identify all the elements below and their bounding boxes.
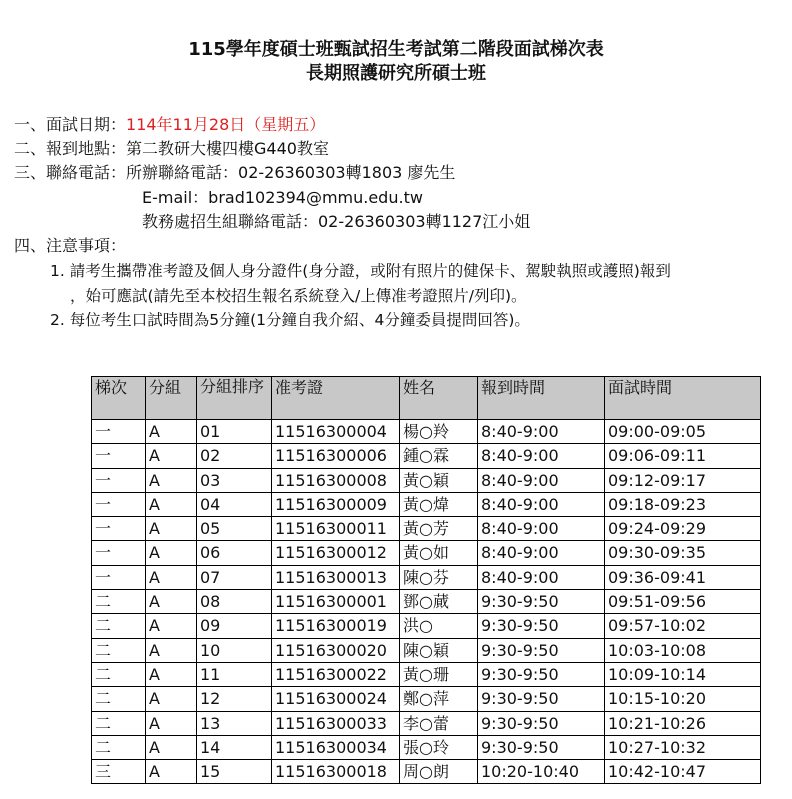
- ticket-cell: 11516300008: [272, 468, 400, 492]
- name-cell: 鄧○蕆: [400, 590, 478, 614]
- check-in-cell: 9:30-9:50: [478, 614, 605, 638]
- interview-date-value: 114年11月28日（星期五）: [126, 115, 326, 134]
- table-row: [92, 541, 761, 565]
- header-interview-time: 面試時間: [605, 377, 761, 420]
- check-in-cell: 8:40-9:00: [478, 444, 605, 468]
- group-cell: A: [146, 760, 197, 784]
- check-in-cell: 8:40-9:00: [478, 541, 605, 565]
- ticket-cell: 11516300024: [272, 687, 400, 711]
- table-row: [92, 565, 761, 589]
- order-cell: 14: [197, 735, 272, 759]
- table-row: [92, 760, 761, 784]
- session-cell: 一: [92, 541, 146, 565]
- order-cell: 04: [197, 492, 272, 516]
- header-group-order: 分組排序: [197, 377, 272, 420]
- interview-time-cell: 09:24-09:29: [605, 517, 761, 541]
- group-cell: A: [146, 517, 197, 541]
- name-cell: 張○玲: [400, 735, 478, 759]
- ticket-cell: 11516300009: [272, 492, 400, 516]
- order-cell: 13: [197, 711, 272, 735]
- interview-schedule-table: [91, 376, 761, 784]
- session-cell: 三: [92, 760, 146, 784]
- contact-email: E-mail：brad102394@mmu.edu.tw: [142, 188, 423, 207]
- check-in-location-label: 二、報到地點：: [14, 139, 127, 158]
- group-cell: A: [146, 468, 197, 492]
- note-2: 2. 每位考生口試時間為5分鐘(1分鐘自我介紹、4分鐘委員提問回答)。: [50, 311, 530, 329]
- session-cell: 一: [92, 565, 146, 589]
- session-cell: 一: [92, 444, 146, 468]
- group-cell: A: [146, 541, 197, 565]
- interview-time-cell: 10:42-10:47: [605, 760, 761, 784]
- table-row: [92, 711, 761, 735]
- order-cell: 08: [197, 590, 272, 614]
- table-row: [92, 638, 761, 662]
- order-cell: 06: [197, 541, 272, 565]
- interview-time-cell: 09:06-09:11: [605, 444, 761, 468]
- name-cell: 黃○珊: [400, 662, 478, 686]
- group-cell: A: [146, 711, 197, 735]
- group-cell: A: [146, 662, 197, 686]
- group-cell: A: [146, 735, 197, 759]
- interview-time-cell: 09:12-09:17: [605, 468, 761, 492]
- session-cell: 二: [92, 662, 146, 686]
- table-row: [92, 420, 761, 444]
- ticket-cell: 11516300011: [272, 517, 400, 541]
- check-in-cell: 10:20-10:40: [478, 760, 605, 784]
- ticket-cell: 11516300013: [272, 565, 400, 589]
- header-admission-ticket: 准考證: [272, 377, 400, 420]
- name-cell: 楊○羚: [400, 420, 478, 444]
- session-cell: 一: [92, 420, 146, 444]
- ticket-cell: 11516300034: [272, 735, 400, 759]
- check-in-location-line: [14, 137, 329, 161]
- interview-time-cell: 09:36-09:41: [605, 565, 761, 589]
- session-cell: 一: [92, 492, 146, 516]
- group-cell: A: [146, 614, 197, 638]
- order-cell: 02: [197, 444, 272, 468]
- name-cell: 鍾○霖: [400, 444, 478, 468]
- session-cell: 一: [92, 468, 146, 492]
- table-row: [92, 444, 761, 468]
- session-cell: 二: [92, 687, 146, 711]
- group-cell: A: [146, 492, 197, 516]
- check-in-location-value: 第二教研大樓四樓G440教室: [126, 139, 329, 158]
- notes-label: 四、注意事項：: [14, 236, 127, 255]
- order-cell: 01: [197, 420, 272, 444]
- name-cell: 周○朗: [400, 760, 478, 784]
- name-cell: 陳○芬: [400, 565, 478, 589]
- group-cell: A: [146, 638, 197, 662]
- name-cell: 陳○穎: [400, 638, 478, 662]
- order-cell: 12: [197, 687, 272, 711]
- check-in-cell: 8:40-9:00: [478, 420, 605, 444]
- group-cell: A: [146, 565, 197, 589]
- session-cell: 二: [92, 735, 146, 759]
- ticket-cell: 11516300020: [272, 638, 400, 662]
- session-cell: 二: [92, 711, 146, 735]
- interview-time-cell: 09:57-10:02: [605, 614, 761, 638]
- contact-phone-line: [14, 161, 455, 185]
- session-cell: 二: [92, 590, 146, 614]
- header-check-in-time: 報到時間: [478, 377, 605, 420]
- interview-time-cell: 10:21-10:26: [605, 711, 761, 735]
- check-in-cell: 9:30-9:50: [478, 711, 605, 735]
- session-cell: 二: [92, 614, 146, 638]
- table-header-row: [92, 377, 761, 420]
- table-row: [92, 687, 761, 711]
- interview-time-cell: 09:18-09:23: [605, 492, 761, 516]
- header-group: 分組: [146, 377, 197, 420]
- document-title: 115學年度碩士班甄試招生考試第二階段面試梯次表: [188, 39, 604, 60]
- header-session: 梯次: [92, 377, 146, 420]
- check-in-cell: 8:40-9:00: [478, 565, 605, 589]
- name-cell: 黃○芳: [400, 517, 478, 541]
- interview-time-cell: 10:15-10:20: [605, 687, 761, 711]
- interview-time-cell: 09:51-09:56: [605, 590, 761, 614]
- check-in-cell: 9:30-9:50: [478, 735, 605, 759]
- interview-time-cell: 10:09-10:14: [605, 662, 761, 686]
- ticket-cell: 11516300022: [272, 662, 400, 686]
- ticket-cell: 11516300004: [272, 420, 400, 444]
- table-row: [92, 517, 761, 541]
- table-row: [92, 492, 761, 516]
- name-cell: 黃○穎: [400, 468, 478, 492]
- interview-time-cell: 09:30-09:35: [605, 541, 761, 565]
- table-row: [92, 590, 761, 614]
- order-cell: 05: [197, 517, 272, 541]
- order-cell: 03: [197, 468, 272, 492]
- check-in-cell: 9:30-9:50: [478, 687, 605, 711]
- name-cell: 鄭○萍: [400, 687, 478, 711]
- interview-date-label: 一、面試日期：: [14, 115, 127, 134]
- group-cell: A: [146, 687, 197, 711]
- group-cell: A: [146, 590, 197, 614]
- check-in-cell: 9:30-9:50: [478, 638, 605, 662]
- header-name: 姓名: [400, 377, 478, 420]
- name-cell: 洪○: [400, 614, 478, 638]
- note-1-line-1: 1. 請考生攜帶准考證及個人身分證件(身分證，或附有照片的健保卡、駕駛執照或護照)報到: [50, 262, 671, 280]
- check-in-cell: 9:30-9:50: [478, 662, 605, 686]
- interview-time-cell: 10:27-10:32: [605, 735, 761, 759]
- order-cell: 11: [197, 662, 272, 686]
- group-cell: A: [146, 444, 197, 468]
- admissions-office-phone: 教務處招生組聯絡電話：02-26360303轉1127江小姐: [142, 212, 531, 231]
- contact-phone-label: 三、聯絡電話：: [14, 163, 127, 182]
- check-in-cell: 8:40-9:00: [478, 468, 605, 492]
- note-1-line-2: ，始可應試(請先至本校招生報名系統登入/上傳准考證照片/列印)。: [70, 287, 527, 305]
- order-cell: 10: [197, 638, 272, 662]
- ticket-cell: 11516300006: [272, 444, 400, 468]
- order-cell: 07: [197, 565, 272, 589]
- document-subtitle: 長期照護研究所碩士班: [306, 63, 486, 84]
- session-cell: 一: [92, 517, 146, 541]
- interview-time-cell: 09:00-09:05: [605, 420, 761, 444]
- check-in-cell: 8:40-9:00: [478, 517, 605, 541]
- table-row: [92, 662, 761, 686]
- name-cell: 李○蕾: [400, 711, 478, 735]
- interview-date-line: [14, 113, 325, 137]
- group-cell: A: [146, 420, 197, 444]
- session-cell: 二: [92, 638, 146, 662]
- table-body: [92, 420, 761, 784]
- check-in-cell: 9:30-9:50: [478, 590, 605, 614]
- department-phone: 所辦聯絡電話：02-26360303轉1803 廖先生: [126, 163, 456, 182]
- interview-time-cell: 10:03-10:08: [605, 638, 761, 662]
- order-cell: 15: [197, 760, 272, 784]
- ticket-cell: 11516300001: [272, 590, 400, 614]
- ticket-cell: 11516300012: [272, 541, 400, 565]
- ticket-cell: 11516300018: [272, 760, 400, 784]
- table-row: [92, 614, 761, 638]
- table-row: [92, 735, 761, 759]
- table-row: [92, 468, 761, 492]
- order-cell: 09: [197, 614, 272, 638]
- ticket-cell: 11516300019: [272, 614, 400, 638]
- ticket-cell: 11516300033: [272, 711, 400, 735]
- check-in-cell: 8:40-9:00: [478, 492, 605, 516]
- name-cell: 黃○煒: [400, 492, 478, 516]
- name-cell: 黃○如: [400, 541, 478, 565]
